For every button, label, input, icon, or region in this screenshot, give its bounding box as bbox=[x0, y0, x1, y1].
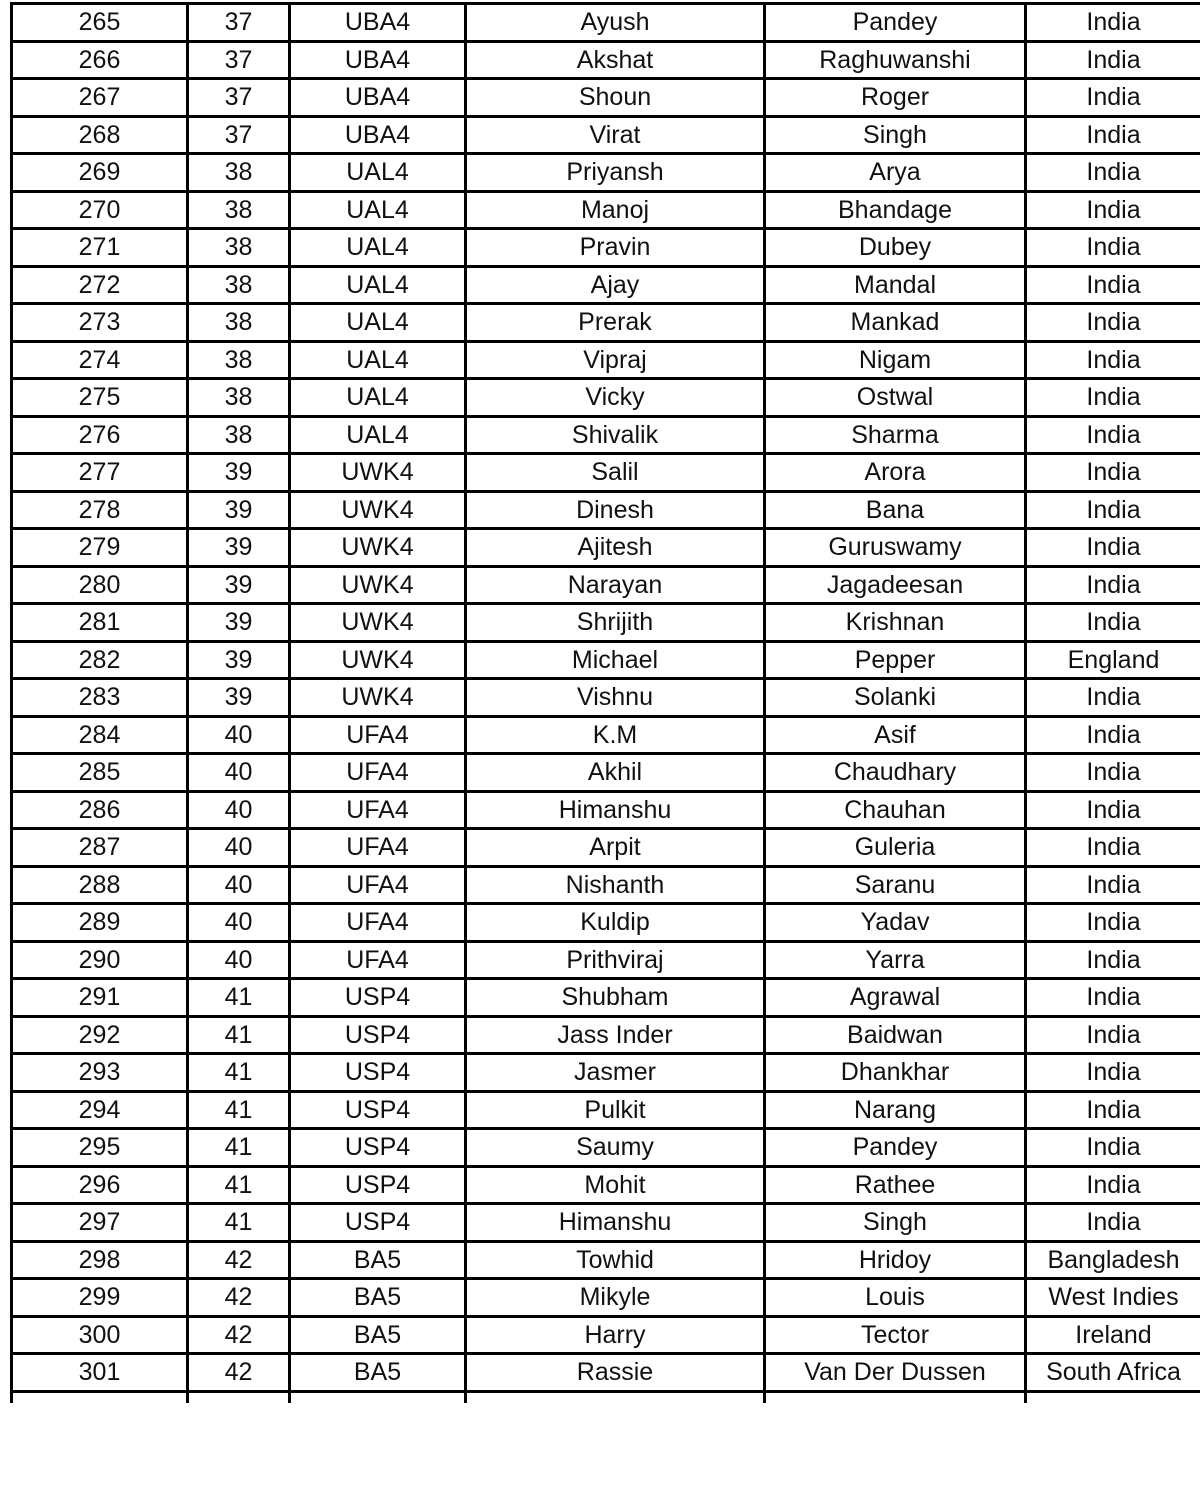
first-name-cell: Arpit bbox=[466, 829, 765, 867]
surname-cell: Baidwan bbox=[765, 1016, 1026, 1054]
serial-number-cell: 272 bbox=[12, 266, 188, 304]
set-number-cell: 42 bbox=[188, 1316, 290, 1354]
serial-number-cell: 295 bbox=[12, 1129, 188, 1167]
table-row bbox=[12, 116, 1200, 154]
set-code-cell: USP4 bbox=[290, 1054, 466, 1092]
serial-number-cell: 301 bbox=[12, 1354, 188, 1392]
table-row bbox=[12, 41, 1200, 79]
country-cell: India bbox=[1026, 41, 1200, 79]
first-name-cell: Towhid bbox=[466, 1241, 765, 1279]
table-row bbox=[12, 229, 1200, 267]
country-cell: India bbox=[1026, 379, 1200, 417]
first-name-cell: Akshat bbox=[466, 41, 765, 79]
table-row-partial bbox=[12, 1391, 1200, 1403]
surname-cell: Arora bbox=[765, 454, 1026, 492]
set-number-cell: 39 bbox=[188, 679, 290, 717]
set-number-cell: 37 bbox=[188, 116, 290, 154]
set-code-cell: UWK4 bbox=[290, 641, 466, 679]
set-code-cell: UFA4 bbox=[290, 791, 466, 829]
table-row bbox=[12, 1091, 1200, 1129]
set-number-cell: 41 bbox=[188, 1204, 290, 1242]
country-cell: India bbox=[1026, 979, 1200, 1017]
set-code-cell: UAL4 bbox=[290, 266, 466, 304]
country-cell: South Africa bbox=[1026, 1354, 1200, 1392]
surname-cell: Mankad bbox=[765, 304, 1026, 342]
country-cell: West Indies bbox=[1026, 1279, 1200, 1317]
table-row bbox=[12, 304, 1200, 342]
set-number-cell: 40 bbox=[188, 904, 290, 942]
surname-cell: Chauhan bbox=[765, 791, 1026, 829]
set-code-cell: UWK4 bbox=[290, 566, 466, 604]
country-cell: India bbox=[1026, 716, 1200, 754]
set-code-cell: UAL4 bbox=[290, 341, 466, 379]
country-cell: Ireland bbox=[1026, 1316, 1200, 1354]
table-row bbox=[12, 341, 1200, 379]
set-number-cell: 40 bbox=[188, 754, 290, 792]
first-name-cell: Ayush bbox=[466, 4, 765, 42]
first-name-cell: Narayan bbox=[466, 566, 765, 604]
country-cell: Bangladesh bbox=[1026, 1241, 1200, 1279]
serial-number-cell: 284 bbox=[12, 716, 188, 754]
set-number-cell: 41 bbox=[188, 1016, 290, 1054]
set-number-cell: 37 bbox=[188, 79, 290, 117]
table-row bbox=[12, 1129, 1200, 1167]
serial-number-cell: 280 bbox=[12, 566, 188, 604]
country-cell: India bbox=[1026, 604, 1200, 642]
set-code-cell: USP4 bbox=[290, 1091, 466, 1129]
set-number-cell: 38 bbox=[188, 379, 290, 417]
first-name-cell: Saumy bbox=[466, 1129, 765, 1167]
set-number-cell: 41 bbox=[188, 1054, 290, 1092]
country-cell: India bbox=[1026, 454, 1200, 492]
empty-cell bbox=[765, 1391, 1026, 1403]
serial-number-cell: 288 bbox=[12, 866, 188, 904]
serial-number-cell: 273 bbox=[12, 304, 188, 342]
serial-number-cell: 277 bbox=[12, 454, 188, 492]
table-row bbox=[12, 1204, 1200, 1242]
table-row bbox=[12, 566, 1200, 604]
first-name-cell: Vipraj bbox=[466, 341, 765, 379]
empty-cell bbox=[290, 1391, 466, 1403]
set-number-cell: 41 bbox=[188, 1091, 290, 1129]
set-code-cell: BA5 bbox=[290, 1354, 466, 1392]
first-name-cell: Jasmer bbox=[466, 1054, 765, 1092]
serial-number-cell: 292 bbox=[12, 1016, 188, 1054]
serial-number-cell: 274 bbox=[12, 341, 188, 379]
table-row bbox=[12, 979, 1200, 1017]
set-code-cell: UAL4 bbox=[290, 379, 466, 417]
serial-number-cell: 279 bbox=[12, 529, 188, 567]
player-list-sheet bbox=[10, 2, 1200, 1403]
set-code-cell: USP4 bbox=[290, 1129, 466, 1167]
set-number-cell: 41 bbox=[188, 1129, 290, 1167]
surname-cell: Arya bbox=[765, 154, 1026, 192]
table-row bbox=[12, 1054, 1200, 1092]
first-name-cell: Akhil bbox=[466, 754, 765, 792]
country-cell: India bbox=[1026, 1129, 1200, 1167]
surname-cell: Agrawal bbox=[765, 979, 1026, 1017]
country-cell: India bbox=[1026, 829, 1200, 867]
country-cell: India bbox=[1026, 529, 1200, 567]
set-code-cell: UWK4 bbox=[290, 491, 466, 529]
table-row bbox=[12, 791, 1200, 829]
set-number-cell: 37 bbox=[188, 4, 290, 42]
country-cell: India bbox=[1026, 1091, 1200, 1129]
serial-number-cell: 278 bbox=[12, 491, 188, 529]
first-name-cell: Jass Inder bbox=[466, 1016, 765, 1054]
country-cell: India bbox=[1026, 1016, 1200, 1054]
serial-number-cell: 291 bbox=[12, 979, 188, 1017]
first-name-cell: Ajay bbox=[466, 266, 765, 304]
serial-number-cell: 268 bbox=[12, 116, 188, 154]
set-code-cell: BA5 bbox=[290, 1316, 466, 1354]
first-name-cell: Dinesh bbox=[466, 491, 765, 529]
first-name-cell: Prithviraj bbox=[466, 941, 765, 979]
serial-number-cell: 275 bbox=[12, 379, 188, 417]
surname-cell: Dubey bbox=[765, 229, 1026, 267]
serial-number-cell: 287 bbox=[12, 829, 188, 867]
set-code-cell: BA5 bbox=[290, 1241, 466, 1279]
surname-cell: Dhankhar bbox=[765, 1054, 1026, 1092]
country-cell: England bbox=[1026, 641, 1200, 679]
set-number-cell: 40 bbox=[188, 716, 290, 754]
table-row bbox=[12, 1316, 1200, 1354]
set-code-cell: UWK4 bbox=[290, 454, 466, 492]
set-number-cell: 38 bbox=[188, 341, 290, 379]
serial-number-cell: 269 bbox=[12, 154, 188, 192]
player-roster-table bbox=[10, 2, 1200, 1403]
first-name-cell: Rassie bbox=[466, 1354, 765, 1392]
surname-cell: Tector bbox=[765, 1316, 1026, 1354]
country-cell: India bbox=[1026, 229, 1200, 267]
country-cell: India bbox=[1026, 266, 1200, 304]
country-cell: India bbox=[1026, 191, 1200, 229]
empty-cell bbox=[1026, 1391, 1200, 1403]
surname-cell: Singh bbox=[765, 1204, 1026, 1242]
set-code-cell: UFA4 bbox=[290, 829, 466, 867]
set-code-cell: UAL4 bbox=[290, 191, 466, 229]
serial-number-cell: 276 bbox=[12, 416, 188, 454]
set-number-cell: 38 bbox=[188, 266, 290, 304]
set-code-cell: UFA4 bbox=[290, 866, 466, 904]
first-name-cell: Virat bbox=[466, 116, 765, 154]
set-number-cell: 42 bbox=[188, 1279, 290, 1317]
first-name-cell: Vishnu bbox=[466, 679, 765, 717]
table-row bbox=[12, 604, 1200, 642]
set-number-cell: 39 bbox=[188, 604, 290, 642]
country-cell: India bbox=[1026, 941, 1200, 979]
first-name-cell: Shivalik bbox=[466, 416, 765, 454]
serial-number-cell: 281 bbox=[12, 604, 188, 642]
country-cell: India bbox=[1026, 116, 1200, 154]
surname-cell: Hridoy bbox=[765, 1241, 1026, 1279]
set-number-cell: 38 bbox=[188, 154, 290, 192]
table-row bbox=[12, 4, 1200, 42]
table-row bbox=[12, 266, 1200, 304]
table-row bbox=[12, 866, 1200, 904]
serial-number-cell: 270 bbox=[12, 191, 188, 229]
set-number-cell: 40 bbox=[188, 941, 290, 979]
serial-number-cell: 300 bbox=[12, 1316, 188, 1354]
surname-cell: Chaudhary bbox=[765, 754, 1026, 792]
set-code-cell: UFA4 bbox=[290, 941, 466, 979]
set-number-cell: 38 bbox=[188, 416, 290, 454]
set-code-cell: UBA4 bbox=[290, 4, 466, 42]
set-number-cell: 39 bbox=[188, 491, 290, 529]
surname-cell: Pandey bbox=[765, 1129, 1026, 1167]
set-code-cell: USP4 bbox=[290, 1166, 466, 1204]
country-cell: India bbox=[1026, 304, 1200, 342]
country-cell: India bbox=[1026, 416, 1200, 454]
surname-cell: Raghuwanshi bbox=[765, 41, 1026, 79]
surname-cell: Guruswamy bbox=[765, 529, 1026, 567]
set-number-cell: 39 bbox=[188, 566, 290, 604]
set-number-cell: 42 bbox=[188, 1354, 290, 1392]
set-number-cell: 39 bbox=[188, 641, 290, 679]
country-cell: India bbox=[1026, 79, 1200, 117]
set-number-cell: 41 bbox=[188, 979, 290, 1017]
table-row bbox=[12, 941, 1200, 979]
surname-cell: Narang bbox=[765, 1091, 1026, 1129]
serial-number-cell: 286 bbox=[12, 791, 188, 829]
set-code-cell: UWK4 bbox=[290, 604, 466, 642]
country-cell: India bbox=[1026, 1054, 1200, 1092]
country-cell: India bbox=[1026, 866, 1200, 904]
table-row bbox=[12, 491, 1200, 529]
surname-cell: Roger bbox=[765, 79, 1026, 117]
first-name-cell: Shubham bbox=[466, 979, 765, 1017]
empty-cell bbox=[188, 1391, 290, 1403]
set-code-cell: UFA4 bbox=[290, 904, 466, 942]
empty-cell bbox=[466, 1391, 765, 1403]
set-code-cell: UFA4 bbox=[290, 716, 466, 754]
surname-cell: Solanki bbox=[765, 679, 1026, 717]
country-cell: India bbox=[1026, 4, 1200, 42]
table-row bbox=[12, 529, 1200, 567]
first-name-cell: K.M bbox=[466, 716, 765, 754]
table-row bbox=[12, 829, 1200, 867]
set-code-cell: USP4 bbox=[290, 979, 466, 1017]
serial-number-cell: 266 bbox=[12, 41, 188, 79]
set-code-cell: UAL4 bbox=[290, 416, 466, 454]
first-name-cell: Prerak bbox=[466, 304, 765, 342]
serial-number-cell: 282 bbox=[12, 641, 188, 679]
surname-cell: Nigam bbox=[765, 341, 1026, 379]
serial-number-cell: 285 bbox=[12, 754, 188, 792]
table-row bbox=[12, 454, 1200, 492]
set-code-cell: USP4 bbox=[290, 1204, 466, 1242]
country-cell: India bbox=[1026, 1166, 1200, 1204]
serial-number-cell: 297 bbox=[12, 1204, 188, 1242]
surname-cell: Guleria bbox=[765, 829, 1026, 867]
table-row bbox=[12, 79, 1200, 117]
set-code-cell: UAL4 bbox=[290, 154, 466, 192]
set-number-cell: 41 bbox=[188, 1166, 290, 1204]
country-cell: India bbox=[1026, 491, 1200, 529]
first-name-cell: Salil bbox=[466, 454, 765, 492]
set-code-cell: UBA4 bbox=[290, 116, 466, 154]
surname-cell: Singh bbox=[765, 116, 1026, 154]
first-name-cell: Vicky bbox=[466, 379, 765, 417]
serial-number-cell: 290 bbox=[12, 941, 188, 979]
surname-cell: Saranu bbox=[765, 866, 1026, 904]
serial-number-cell: 289 bbox=[12, 904, 188, 942]
serial-number-cell: 283 bbox=[12, 679, 188, 717]
empty-cell bbox=[12, 1391, 188, 1403]
first-name-cell: Pravin bbox=[466, 229, 765, 267]
surname-cell: Bhandage bbox=[765, 191, 1026, 229]
set-number-cell: 37 bbox=[188, 41, 290, 79]
first-name-cell: Nishanth bbox=[466, 866, 765, 904]
set-number-cell: 39 bbox=[188, 454, 290, 492]
first-name-cell: Kuldip bbox=[466, 904, 765, 942]
serial-number-cell: 294 bbox=[12, 1091, 188, 1129]
set-code-cell: UBA4 bbox=[290, 41, 466, 79]
set-code-cell: BA5 bbox=[290, 1279, 466, 1317]
set-code-cell: USP4 bbox=[290, 1016, 466, 1054]
set-code-cell: UAL4 bbox=[290, 229, 466, 267]
serial-number-cell: 298 bbox=[12, 1241, 188, 1279]
table-row bbox=[12, 1354, 1200, 1392]
country-cell: India bbox=[1026, 679, 1200, 717]
country-cell: India bbox=[1026, 791, 1200, 829]
set-number-cell: 40 bbox=[188, 866, 290, 904]
serial-number-cell: 293 bbox=[12, 1054, 188, 1092]
serial-number-cell: 265 bbox=[12, 4, 188, 42]
first-name-cell: Himanshu bbox=[466, 791, 765, 829]
first-name-cell: Shrijith bbox=[466, 604, 765, 642]
surname-cell: Yadav bbox=[765, 904, 1026, 942]
table-row bbox=[12, 1241, 1200, 1279]
first-name-cell: Priyansh bbox=[466, 154, 765, 192]
country-cell: India bbox=[1026, 566, 1200, 604]
surname-cell: Pandey bbox=[765, 4, 1026, 42]
table-row bbox=[12, 716, 1200, 754]
table-row bbox=[12, 191, 1200, 229]
table-row bbox=[12, 1166, 1200, 1204]
country-cell: India bbox=[1026, 1204, 1200, 1242]
set-code-cell: UBA4 bbox=[290, 79, 466, 117]
set-number-cell: 38 bbox=[188, 191, 290, 229]
set-number-cell: 40 bbox=[188, 791, 290, 829]
set-code-cell: UAL4 bbox=[290, 304, 466, 342]
set-code-cell: UFA4 bbox=[290, 754, 466, 792]
surname-cell: Pepper bbox=[765, 641, 1026, 679]
table-row bbox=[12, 1279, 1200, 1317]
set-code-cell: UWK4 bbox=[290, 679, 466, 717]
first-name-cell: Manoj bbox=[466, 191, 765, 229]
first-name-cell: Himanshu bbox=[466, 1204, 765, 1242]
set-number-cell: 39 bbox=[188, 529, 290, 567]
set-number-cell: 42 bbox=[188, 1241, 290, 1279]
table-row bbox=[12, 379, 1200, 417]
surname-cell: Krishnan bbox=[765, 604, 1026, 642]
serial-number-cell: 296 bbox=[12, 1166, 188, 1204]
roster-body bbox=[12, 4, 1200, 1403]
table-row bbox=[12, 416, 1200, 454]
first-name-cell: Mohit bbox=[466, 1166, 765, 1204]
serial-number-cell: 299 bbox=[12, 1279, 188, 1317]
table-row bbox=[12, 904, 1200, 942]
first-name-cell: Shoun bbox=[466, 79, 765, 117]
surname-cell: Rathee bbox=[765, 1166, 1026, 1204]
country-cell: India bbox=[1026, 341, 1200, 379]
surname-cell: Louis bbox=[765, 1279, 1026, 1317]
first-name-cell: Harry bbox=[466, 1316, 765, 1354]
country-cell: India bbox=[1026, 154, 1200, 192]
set-number-cell: 40 bbox=[188, 829, 290, 867]
serial-number-cell: 271 bbox=[12, 229, 188, 267]
surname-cell: Van Der Dussen bbox=[765, 1354, 1026, 1392]
table-row bbox=[12, 679, 1200, 717]
serial-number-cell: 267 bbox=[12, 79, 188, 117]
country-cell: India bbox=[1026, 904, 1200, 942]
table-row bbox=[12, 1016, 1200, 1054]
surname-cell: Asif bbox=[765, 716, 1026, 754]
first-name-cell: Ajitesh bbox=[466, 529, 765, 567]
first-name-cell: Pulkit bbox=[466, 1091, 765, 1129]
set-code-cell: UWK4 bbox=[290, 529, 466, 567]
surname-cell: Sharma bbox=[765, 416, 1026, 454]
table-row bbox=[12, 754, 1200, 792]
table-row bbox=[12, 154, 1200, 192]
surname-cell: Bana bbox=[765, 491, 1026, 529]
surname-cell: Jagadeesan bbox=[765, 566, 1026, 604]
set-number-cell: 38 bbox=[188, 304, 290, 342]
country-cell: India bbox=[1026, 754, 1200, 792]
surname-cell: Ostwal bbox=[765, 379, 1026, 417]
surname-cell: Mandal bbox=[765, 266, 1026, 304]
table-row bbox=[12, 641, 1200, 679]
set-number-cell: 38 bbox=[188, 229, 290, 267]
first-name-cell: Michael bbox=[466, 641, 765, 679]
first-name-cell: Mikyle bbox=[466, 1279, 765, 1317]
surname-cell: Yarra bbox=[765, 941, 1026, 979]
